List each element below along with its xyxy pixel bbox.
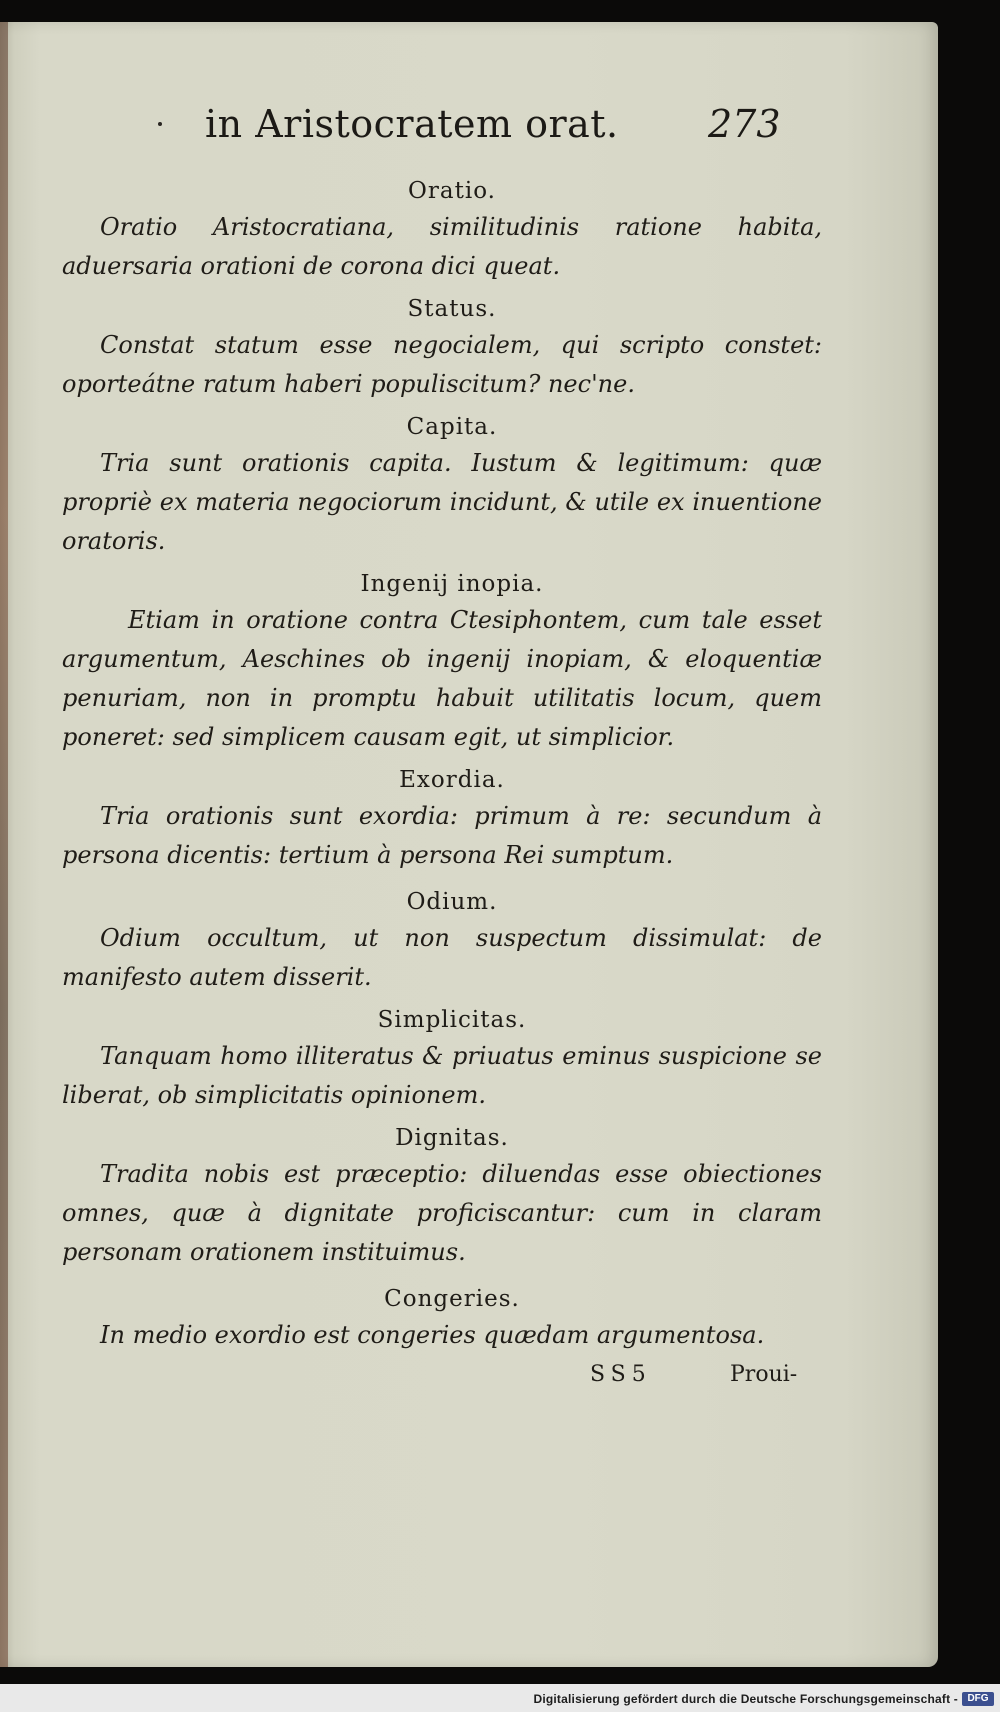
section-dignitas <box>62 1123 822 1272</box>
section-text: Constat statum esse negocialem, qui scripto constet: oporteátne ratum haberi populiscitum? nec'ne. <box>62 331 822 398</box>
page-header <box>0 100 938 160</box>
section-text: Tradita nobis est præceptio: diluendas esse obiectiones omnes, quæ à dignitate proficiscantur: cum in claram personam orationem instituimus. <box>62 1160 822 1266</box>
catchword: Proui- <box>730 1362 798 1387</box>
funding-credit: Digitalisierung gefördert durch die Deutsche Forschungsgemeinschaft - <box>533 1692 958 1706</box>
section-text: In medio exordio est congeries quædam argumentosa. <box>100 1321 765 1349</box>
catchline <box>0 1362 938 1398</box>
section-heading: Dignitas. <box>395 1125 509 1151</box>
section-odium <box>62 887 822 997</box>
section-capita <box>62 412 822 561</box>
section-simplicitas <box>62 1005 822 1115</box>
section-status <box>62 294 822 404</box>
spacer <box>62 875 822 879</box>
signature-mark: SS5 <box>590 1362 652 1387</box>
page-body <box>62 168 822 1355</box>
header-ornament-dot <box>158 122 162 126</box>
page-binding-edge <box>0 22 8 1667</box>
page-number: 273 <box>708 102 781 146</box>
section-text: Etiam in oratione contra Ctesiphontem, cum tale esset argumentum, Aeschines ob ingenij inopiam, & eloquentiæ penuriam, non in promptu habuit utilitatis locum, quem poneret: sed simplicem causam egit, ut simplicior. <box>62 606 822 751</box>
section-heading: Simplicitas. <box>377 1007 527 1033</box>
section-ingenij-inopia <box>62 569 822 757</box>
section-heading: Exordia. <box>399 767 505 793</box>
section-exordia <box>62 765 822 875</box>
section-oratio <box>62 176 822 286</box>
section-text: Oratio Aristocratiana, similitudinis ratione habita, aduersaria orationi de corona dici queat. <box>62 213 822 280</box>
section-text: Tria sunt orationis capita. Iustum & legitimum: quæ propriè ex materia negociorum incidunt, & utile ex inuentione oratoris. <box>62 449 822 555</box>
section-text: Tria orationis sunt exordia: primum à re: secundum à persona dicentis: tertium à persona Rei sumptum. <box>62 802 822 869</box>
section-text: Tanquam homo illiteratus & priuatus eminus suspicione se liberat, ob simplicitatis opinionem. <box>62 1042 822 1109</box>
section-heading: Status. <box>407 296 497 322</box>
section-text: Odium occultum, ut non suspectum dissimulat: de manifesto autem disserit. <box>62 924 822 991</box>
section-heading: Odium. <box>406 889 498 915</box>
section-congeries <box>62 1284 822 1355</box>
section-heading: Ingenij inopia. <box>360 571 544 597</box>
section-heading: Congeries. <box>384 1286 520 1312</box>
spacer <box>62 1272 822 1276</box>
digitization-footer <box>0 1684 1000 1712</box>
running-title: in Aristocratem orat. <box>205 102 619 146</box>
dfg-logo-icon: DFG <box>962 1692 994 1706</box>
section-heading: Oratio. <box>408 178 496 204</box>
section-heading: Capita. <box>406 414 498 440</box>
